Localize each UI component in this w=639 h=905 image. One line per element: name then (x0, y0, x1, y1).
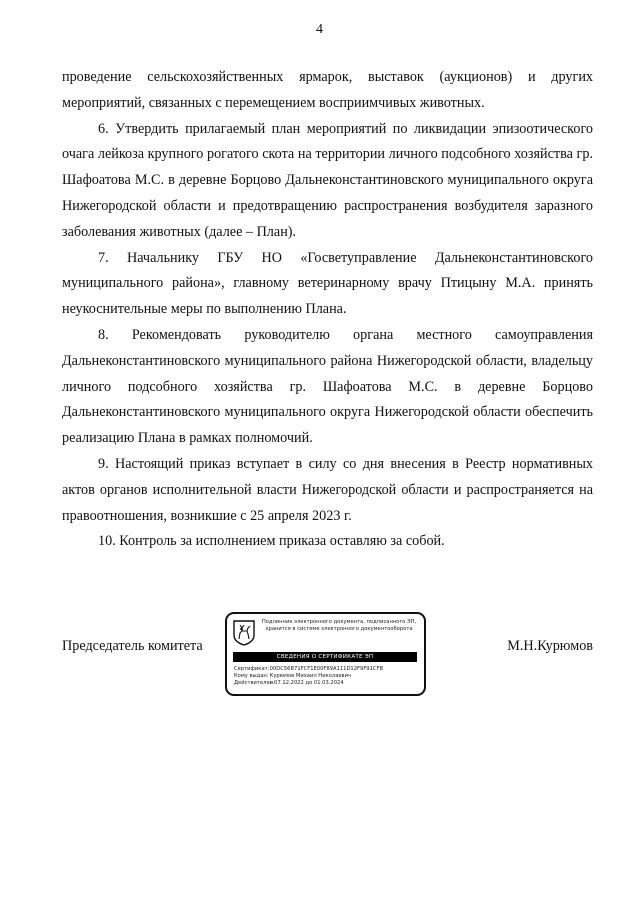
stamp-details (234, 666, 418, 688)
validity-label: Действителен: (234, 680, 275, 687)
paragraph-item-9: 9. Настоящий приказ вступает в силу со дня внесения в Реестр нормативных актов органов исполнительной власти Нижегородской области и распространяется на правоотношения, возникшие с 25 апреля 2023 г. (62, 455, 593, 524)
issued-to-label: Кому выдан: (234, 673, 269, 680)
signatory-name: М.Н.Курюмов (507, 638, 593, 654)
paragraph-item-8: 8. Рекомендовать руководителю органа местного самоуправления Дальнеконстантиновского муниципального района Нижегородской области, владельцу личного подсобного хозяйства гр. Шафоатова М.С. в деревне Борцово Дальнеконстантиновского муниципального округа Нижегородской области обеспечить реализацию Плана в рамках полномочий. (62, 326, 593, 447)
paragraph-item-10: 10. Контроль за исполнением приказа оставляю за собой. (98, 533, 445, 550)
page-number: 4 (316, 22, 323, 37)
electronic-signature-stamp (225, 612, 426, 696)
signatory-role: Председатель комитета (62, 638, 203, 654)
document-body (62, 65, 593, 555)
certificate-value: 00DC56B71FCF1E00F89A111D12F9F91CFB (269, 666, 384, 672)
stamp-certificate-title: СВЕДЕНИЯ О СЕРТИФИКАТЕ ЭП (233, 652, 417, 662)
coat-of-arms-deer-icon (233, 620, 255, 646)
issued-to-value: Курюмов Михаил Николаевич (269, 673, 352, 680)
stamp-validity-row (234, 680, 418, 687)
signature-block (62, 612, 593, 702)
validity-value: с 07.12.2022 до 01.03.2024 (269, 680, 344, 687)
paragraph-continuation: проведение сельскохозяйственных ярмарок, выставок (аукционов) и других мероприятий, связанных с перемещением восприимчивых животных. (62, 69, 593, 111)
paragraph-item-6: 6. Утвердить прилагаемый план мероприятий по ликвидации эпизоотического очага лейкоза крупного рогатого скота на территории личного подсобного хозяйства гр. Шафоатова М.С. в деревне Борцово Дальнеконстантиновского муниципального округа Нижегородской области и предотвращению распространения возбудителя заразного заболевания животных (далее – План). (62, 120, 593, 240)
certificate-label: Сертификат: (234, 666, 270, 672)
stamp-header-text: Подлинник электронного документа, подписанного ЭП, хранится в системе электронного документооборота (261, 619, 417, 632)
paragraph-item-7: 7. Начальнику ГБУ НО «Госветуправление Дальнеконстантиновского муниципального района», главному ветеринарному врачу Птицыну М.А. принять неукоснительные меры по выполнению Плана. (62, 249, 593, 318)
stamp-certificate-row (234, 666, 418, 673)
